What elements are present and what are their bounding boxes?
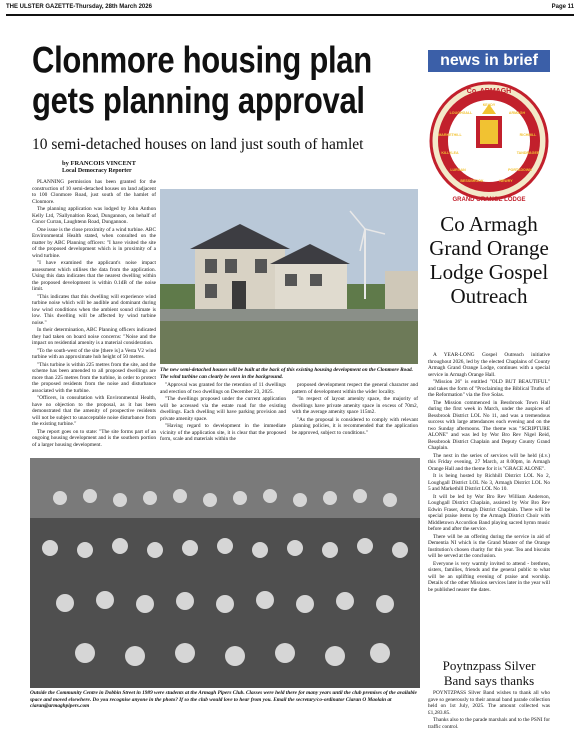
brief-story-1 xyxy=(428,352,550,594)
district-label: LURGAN xyxy=(450,168,466,172)
story-column-1 xyxy=(32,179,156,449)
badge-top-text: Co. ARMAGH xyxy=(466,88,512,95)
district-label: KILLYLEA xyxy=(441,151,459,155)
archive-group-photo xyxy=(30,458,420,688)
district-label: NEWRY xyxy=(499,179,513,183)
paragraph: proposed development respect the general character and pattern of development within the wider locality. xyxy=(292,382,418,395)
paragraph: Thanks also to the parade marshals and to the PSNI for traffic control. xyxy=(428,717,550,730)
headline: Clonmore housing plan gets planning approval xyxy=(32,38,372,122)
masthead-rule xyxy=(6,14,574,16)
subheadline: 10 semi-detached houses on land just south of hamlet xyxy=(32,136,364,153)
paragraph: One issue is the close proximity of a wind turbine. ABC Environmental Health stated, when consulted on the matter by ABC Planning officers: "I have visited the site of the proposed development which is in proximity of a wind turbine. xyxy=(32,226,156,259)
paragraph: "I have examined the applicant's noise impact assessment which utilises the data from the application. Using this data indicates that the nearest dwelling within the proposed development is within 0.1dB of the noise limit. xyxy=(32,260,156,292)
district-label: BESSBROOK xyxy=(460,179,484,183)
paragraph: "Having regard to development in the immediate vicinity of the application site, it is clear that the proposed form, scale and materials within the xyxy=(160,423,286,442)
district-label: ARMAGH xyxy=(508,111,526,115)
brief-headline-1: Co Armagh Grand Orange Lodge Gospel Outreach xyxy=(429,212,549,308)
masthead-date: THE ULSTER GAZETTE-Thursday, 28th March 2026 xyxy=(6,4,152,10)
paragraph: The Mission commenced in Bessbrook Town Hall during the first week in March, under the auspices of Bessbrook District LOL No 11, and was a tremendous success with large attendances each evening and on the two Sunday afternoons. The theme was "SCRIPTURE ALONE" and was led by Wor Bro Rev Nigel Reid, Bessbrook District Chaplain and Deputy County Grand Chaplain. xyxy=(428,399,550,451)
paragraph: The report goes on to state: "The site forms part of an ongoing housing development and is the southern portion of a larger housing development. xyxy=(32,428,156,448)
paragraph: "The dwellings proposed under the current application will be accessed via the estate road for the existing dwellings. Each dwelling will have parking provision and private amenity space. xyxy=(160,396,286,422)
paragraph: "Approval was granted for the retention of 11 dwellings and erection of two dwellings on December 23, 2025. xyxy=(160,382,286,395)
paragraph: "This indicates that this dwelling will experience wind turbine noise which will be audible and dominant during low wind conditions when the ambient sound climate is low. This dwelling will be affected by wind turbine noise." xyxy=(32,293,156,326)
district-label: TANDRAGEE xyxy=(516,151,540,155)
paragraph: Everyone is very warmly invited to attend - brethren, sisters, families, friends and the general public to what will be an uplifting evening of praise and worship. Details of the other Mission services later in the year will be published nearer the dates. xyxy=(428,560,550,593)
orange-lodge-badge xyxy=(428,76,550,206)
paragraph: "As the proposal is considered to comply with relevant planning policies, it is recommended that the application be approved, subject to conditions." xyxy=(292,416,418,436)
news-in-brief-banner: news in brief xyxy=(428,50,550,72)
paragraph: "To the south-west of the site [there is] a Vesta V2 wind turbine with an approximate hub height of 50 metres. xyxy=(32,347,156,360)
paragraph: PLANNING permission has been granted for the construction of 10 semi-detached houses on land adjacent to 100 Clonmore Road, just south of the hamlet of Clonmore. xyxy=(32,179,156,205)
paragraph: The planning application was lodged by John Anthon Kelly Ltd, 7Sallynaltion Road, Dungannon, on behalf of Conor Curran, Laughtenn Road, Dungannon. xyxy=(32,206,156,225)
paragraph: In their determination, ABC Planning officers indicated they had taken on board noise concerns: "Noise and the impact on residential amenity is a material consideration. xyxy=(32,327,156,346)
paragraph: The next in the series of services will be held (d.v.) this Friday evening, 27 March, at 8.00pm, in Armagh Orange Hall and the theme for it is "GRACE ALONE". xyxy=(428,452,550,472)
paragraph: "In respect of layout amenity space, the majority of dwellings have private amenity space in excess of 70m2, with the average amenity space 115m2. xyxy=(292,396,418,415)
paragraph: It will be led by Wor Bro Rev William Anderson, Loughgall District Chaplain, assisted by Wor Bro Rev Edwin Fraser, Armagh District Chaplain. There will be special praise items by the Armagh District Choir with Middletown Accordion Band playing sacred hymn music before and after the service. xyxy=(428,493,550,532)
district-label: MARKETHILL xyxy=(438,133,462,137)
byline: by FRANCOIS VINCENT xyxy=(62,160,136,167)
paragraph: POYNTZPASS Silver Band wishes to thank all who gave so generously to their annual band parade collection held on 1st July, 2025. The amount collected was £1,283.85. xyxy=(428,690,550,716)
brief-story-2 xyxy=(428,690,550,731)
district-label: KEADY xyxy=(482,103,496,107)
brief-headline-2: Poytnzpass Silver Band says thanks xyxy=(442,658,536,688)
housing-photo xyxy=(160,189,418,364)
paragraph: There will be an offering during the service in aid of Dementia NI which is the Grand Master of the Orange Institution's chosen charity for this year. Tea and biscuits will be served at the conclusion. xyxy=(428,533,550,559)
paragraph: A YEAR-LONG Gospel Outreach initiative throughout 2026, led by the elected Chaplains of County Armagh Grand Orange Lodge, continues with a special service in Armagh Orange Hall. xyxy=(428,352,550,378)
photo-caption: The new semi-detached houses will be built at the back of this existing housing development on the Clonmore Road. The wind turbine can clearly be seen in the background. xyxy=(160,367,413,380)
page-number: Page 11 xyxy=(551,4,574,10)
masthead xyxy=(6,4,574,14)
district-label: LOUGHGALL xyxy=(449,111,473,115)
story-column-3 xyxy=(292,382,418,437)
district-label: PORTADOWN xyxy=(508,168,532,172)
paragraph: "This turbine is within 225 metres from the site, and the scheme has been amended to all proposed dwellings are more than 225 metres from the turbine, in order to protect the proposed residents from the noise and disturbance associated with the turbine. xyxy=(32,361,156,394)
paragraph: It is being hosted by Richhill District LOL No 2, Loughgall District LOL No 3, Armagh District LOL No 5 and Markethill District LOL No 10. xyxy=(428,473,550,492)
archive-photo-caption: Outside the Community Centre in Dobbin Street in 1989 were students at the Armagh Pipers Club. Classes were held there for many years until the club premises of the available space and moved elsewhere. Do you recognise anyone in the photo? If so the club would love to hear from you. Email the secretary/co-ordinator Ciaran O Maolain at ciaran@armaghpipers.com xyxy=(30,690,417,709)
district-label: RICHHILL xyxy=(519,133,537,137)
paragraph: "Officers, in consultation with Environmental Health, have no objection to the proposal, as it has been demonstrated that the amenity of prospective residents will not be subject to unacceptable noise disturbance from the existing turbine." xyxy=(32,395,156,427)
paragraph: "Mission 26" is entitled "OLD BUT BEAUTIFUL" and takes the form of "Proclaiming the Biblical Truths of the Reformation" via the five Solas. xyxy=(428,379,550,398)
byline-role: Local Democracy Reporter xyxy=(62,168,132,174)
badge-bottom-text: GRAND ORANGE LODGE xyxy=(452,197,526,203)
story-column-2 xyxy=(160,382,286,444)
